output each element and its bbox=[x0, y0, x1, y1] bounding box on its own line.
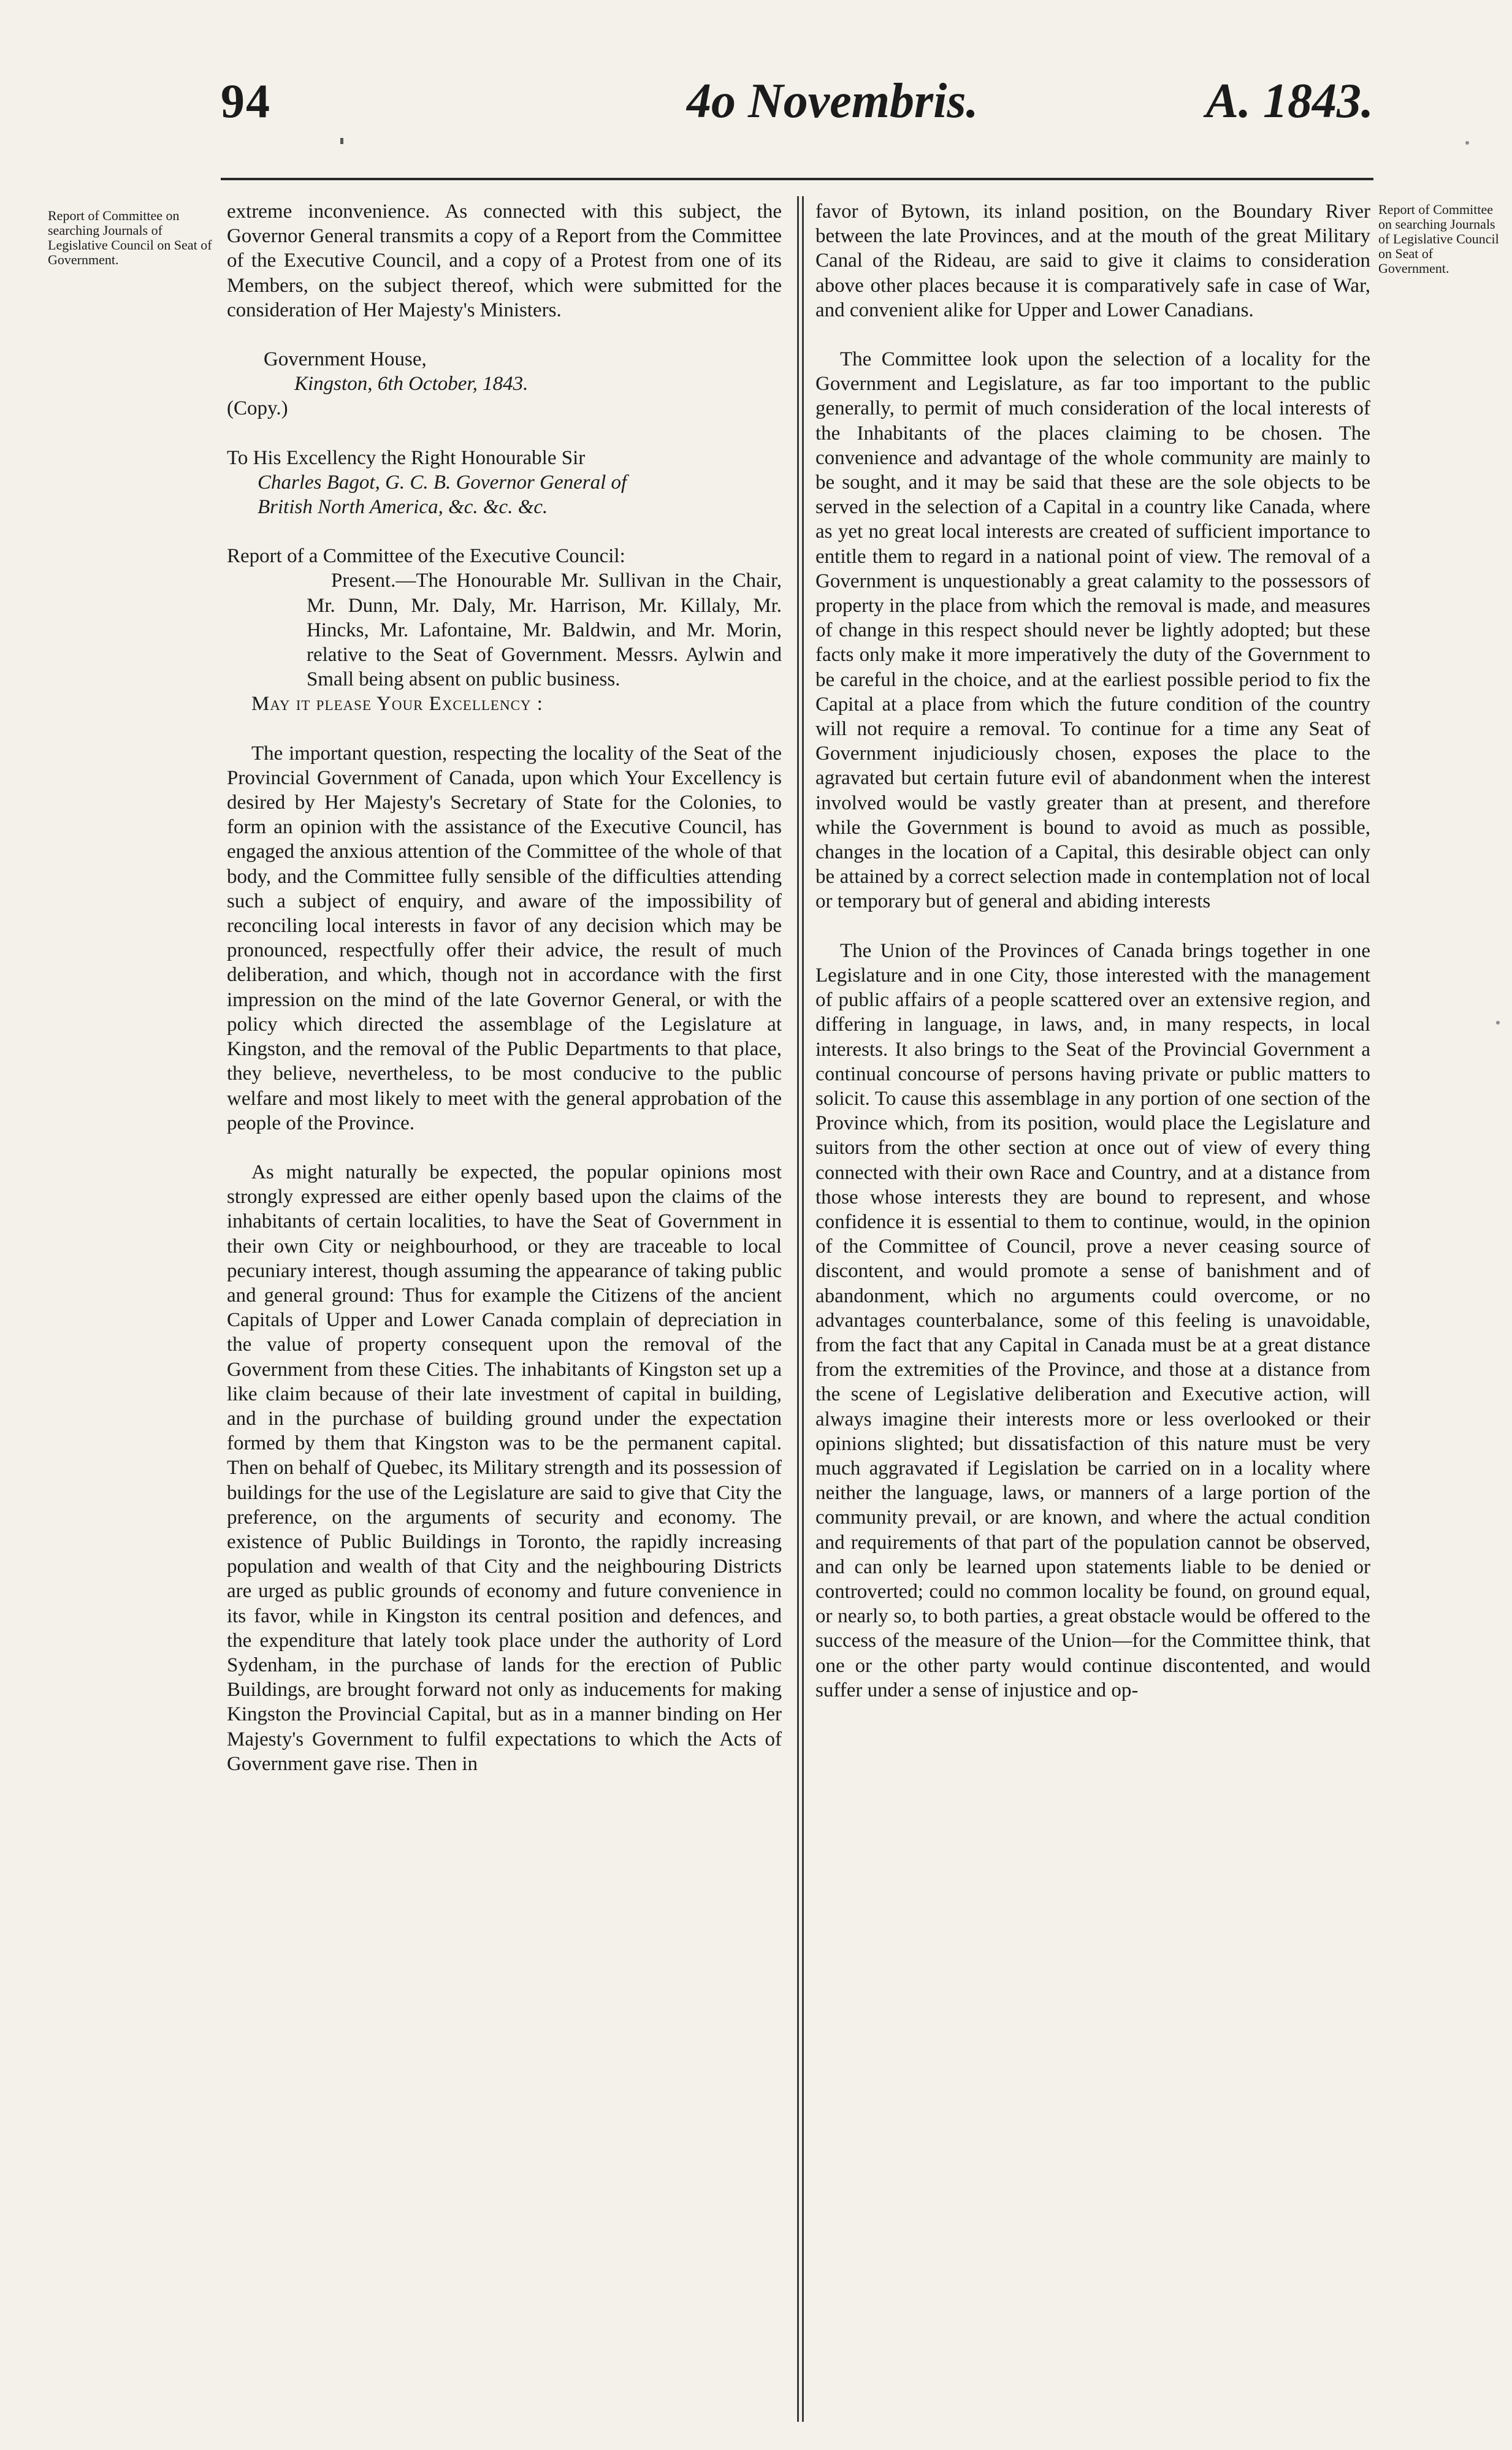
address-line: Charles Bagot, G. C. B. Governor General of bbox=[258, 471, 627, 494]
paper-speck bbox=[1465, 141, 1469, 145]
paragraph: The important question, respecting the locality of the Seat of the Provincial Government of Canada, upon which Your Excellency is desired by Her Majesty's Secretary of State for the Colonies, to form an opinion with the assistance of the Executive Council, has engaged the anxious attention of the Committee of the whole of that body, and the Committee fully sensible of the difficulties attending such a subject of enquiry, and aware of the impossibility of reconciling local interests in favor of any decision which may be pronounced, respectfully offer their advice, the result of much deliberation, and which, though not in accordance with the first impression on the mind of the late Governor General, or with the policy which directed the assemblage of the Legislature at Kingston, and the removal of the Public Departments to that place, they believe, nevertheless, to be most conducive to the public welfare and most likely to meet with the general approbation of the people of the Province. bbox=[227, 742, 782, 1134]
dateline-date: Kingston, 6th October, 1843. bbox=[294, 373, 529, 395]
paragraph: The Committee look upon the selection of a locality for the Government and Legislature, as far too important to the public generally, to permit of much consideration of the local interests of the Inhabitants of the places claiming to be chosen. The convenience and advantage of the whole community are mainly to be sought, and it may be said that these are the sole objects to be served in the selection of a Capital in a country like Canada, where as yet no great local interests are created of sufficient importance to entitle them to regard in a national point of view. The removal of a Government is unquestionably a great calamity to the possessors of property in the place from which the removal is made, and measures of change in this respect should never be lightly adopted; but these facts only make it more imperatively the duty of the Government to be careful in the choice, and at the earliest possible period to fix the Capital at a place from which the future condition of the country will not require a removal. To continue for a time any Seat of Government injudiciously chosen, exposes the place to the agravated but certain future evil of abandonment when the interest involved would be vastly greater than at present, and therefore while the Government is bound to avoid as much as possible, changes in the location of a Capital, this desirable object can only be attained by a correct selection made in contemplation not of local or temporary but of general and abiding interests bbox=[815, 348, 1370, 913]
dateline-place: Government House, bbox=[264, 348, 427, 371]
paragraph: The Union of the Provinces of Canada brings together in one Legislature and in one City, those interested with the management of public affairs of a people scattered over an extensive region, and differing in language, in laws, and, in many respects, in local interests. It also brings to the Seat of the Provincial Government a continual concourse of persons having private or public matters to solicit. To cause this assemblage in any portion of one section of the Province which, from its position, would place the Legislature and suitors from the other section at once out of view of every thing connected with their own Race and Country, and at a distance from those whose interests they are bound to represent, and whose confidence it is essential to them to continue, would, in the opinion of the Committee of Council, prove a never ceasing source of discontent, and would promote a sense of banishment and of abandonment, which no arguments could overcome, or no advantages counterbalance, some of this feeling is unavoidable, from the fact that any Capital in Canada must be at a great distance from the extremities of the Province, and those at a distance from the scene of Legislative deliberation and Executive action, will always imagine their interests more or less overlooked or their opinions slighted; but dissatisfaction of this nature must be very much aggravated if Legislation be carried on in a locality where neither the language, laws, or manners of a large portion of the community prevail, or are known, and where the actual condition and requirements of that part of the population cannot be observed, and can only be learned upon statements liable to be denied or controverted; could no common locality be found, on ground equal, or nearly so, to both parties, a great obstacle would be offered to the success of the measure of the Union—for the Committee think, that one or the other party would continue discontented, and would suffer under a sense of injustice and op- bbox=[815, 939, 1370, 1701]
margin-note-right: Report of Committee on searching Journals of Legislative Council on Seat of Government. bbox=[1378, 202, 1499, 276]
page-number: 94 bbox=[221, 74, 271, 128]
address-block bbox=[227, 446, 782, 520]
present-members: Present.—The Honourable Mr. Sullivan in the Chair, Mr. Dunn, Mr. Daly, Mr. Harrison, Mr. Killaly, Mr. Hincks, Mr. Lafontaine, Mr. Baldwin, and Mr. Morin, relative to the Seat of Government. Messrs. Aylwin and Small being absent on public business. bbox=[307, 570, 782, 691]
address-line: To His Excellency the Right Honourable Sir bbox=[227, 446, 586, 469]
dateline bbox=[227, 347, 782, 396]
paper-speck bbox=[1496, 1021, 1500, 1025]
paragraph: favor of Bytown, its inland position, on the Boundary River between the late Provinces, and at the mouth of the great Military Canal of the Rideau, are said to give it claims to consideration above other places because it is comparatively safe in case of War, and convenient alike for Upper and Lower Canadians. bbox=[815, 200, 1370, 321]
margin-note-left: Report of Committee on searching Journals of Legislative Council on Seat of Government. bbox=[48, 208, 212, 267]
column-divider bbox=[802, 196, 804, 2422]
address-line: British North America, &c. &c. &c. bbox=[258, 496, 548, 519]
page-year: A. 1843. bbox=[1205, 74, 1373, 128]
header-rule bbox=[221, 178, 1373, 180]
page-date: 4o Novembris. bbox=[687, 74, 979, 128]
paragraph: As might naturally be expected, the popular opinions most strongly expressed are either openly based upon the claims of the inhabitants of certain localities, to have the Seat of Government in their own City or neighbourhood, or they are traceable to local pecuniary interest, though assuming the appearance of taking public and general ground: Thus for example the Citizens of the ancient Capitals of Upper and Lower Canada complain of depreciation in the value of property consequent upon the removal of the Government from these Cities. The inhabitants of Kingston set up a like claim because of their late investment of capital in building, and in the purchase of building ground under the expectation formed by them that Kingston was to be the permanent capital. Then on behalf of Quebec, its Military strength and its possession of buildings for the use of the Legislature are said to give that City the preference, on the arguments of security and economy. The existence of Public Buildings in Toronto, the rapidly increasing population and wealth of that City and the neighbouring Districts are urged as public grounds of economy and future convenience in its favor, while in Kingston its central position and defences, and the expenditure that lately took place under the authority of Lord Sydenham, in the purchase of lands for the erection of Public Buildings, are brought forward not only as inducements for making Kingston the Provincial Capital, but as in a manner binding on Her Majesty's Government to fulfil expectations to which the Acts of Government gave rise. Then in bbox=[227, 1161, 782, 1775]
copy-label: (Copy.) bbox=[227, 397, 288, 420]
column-divider bbox=[797, 196, 799, 2422]
report-heading: Report of a Committee of the Executive Council: bbox=[227, 545, 625, 568]
paragraph: extreme inconvenience. As connected with this subject, the Governor General transmits a copy of a Report from the Committee of the Executive Council, and a copy of a Protest from one of its Members, on the subject thereof, which were submitted for the consideration of Her Majesty's Ministers. bbox=[227, 200, 782, 321]
page-header bbox=[221, 74, 1373, 147]
salutation: May it please Your Excellency : bbox=[251, 693, 543, 716]
left-column bbox=[227, 199, 782, 1776]
right-column bbox=[815, 199, 1370, 1703]
print-mark bbox=[340, 138, 343, 144]
